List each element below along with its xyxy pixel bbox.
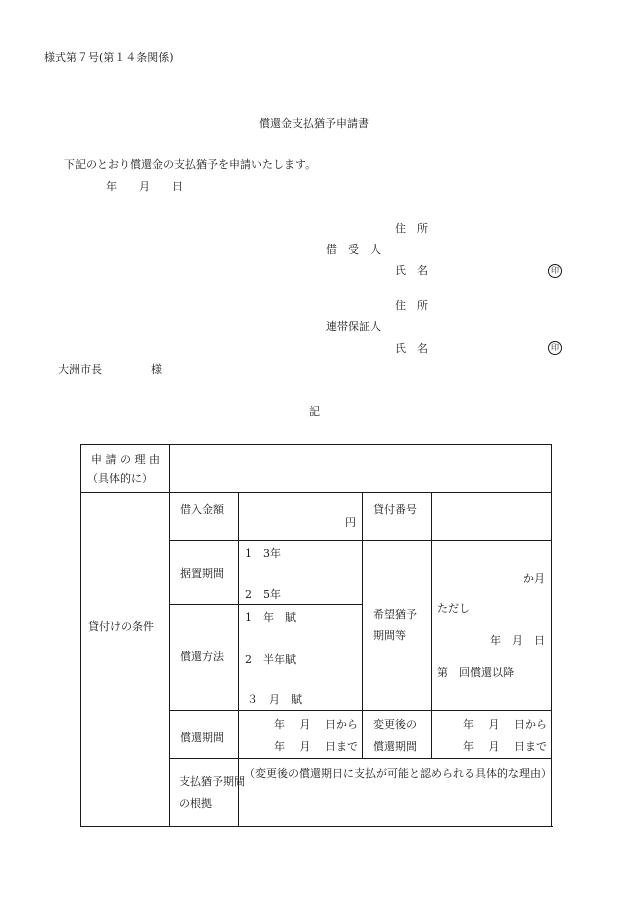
guarantor-seal-icon: 印 xyxy=(548,341,562,355)
loan-number-label-cell xyxy=(363,493,432,541)
reason-label-cell xyxy=(81,445,170,493)
borrower-label: 借 受 人 xyxy=(326,243,381,256)
changed-period-field[interactable] xyxy=(432,711,552,759)
basis-label: 支払猶予期間 xyxy=(179,775,245,788)
reason-label: 申 請 の 理 由 xyxy=(91,453,160,466)
guarantor-address-label: 住 所 xyxy=(395,299,428,312)
repay-period-label-cell xyxy=(170,711,239,759)
deferment-option-1[interactable]: 1 3年 xyxy=(245,547,281,560)
repay-period-field[interactable] xyxy=(239,711,363,759)
basis-label-sub: の根拠 xyxy=(179,797,212,810)
guarantor-label: 連帯保証人 xyxy=(326,320,381,333)
repay-option-3[interactable]: ３ 月 賦 xyxy=(247,693,302,706)
desired-label: 希望猶予 xyxy=(373,608,417,621)
desired-from: 第 回償還以降 xyxy=(437,666,514,679)
repay-option-2[interactable]: 2 半年賦 xyxy=(245,653,296,666)
deferment-option-2[interactable]: 2 5年 xyxy=(245,588,281,601)
guarantor-name-label: 氏 名 xyxy=(395,342,428,355)
reason-label-sub: （具体的に） xyxy=(87,472,153,485)
repay-period-label: 償還期間 xyxy=(180,731,224,744)
basis-note: （変更後の償還期日に支払が可能と認められる具体的な理由） xyxy=(244,767,552,780)
deferment-options[interactable] xyxy=(239,541,363,605)
changed-period-to: 年 月 日まで xyxy=(463,740,547,753)
desired-label-cell xyxy=(363,541,432,711)
desired-months: か月 xyxy=(523,572,545,585)
borrower-name-label: 氏 名 xyxy=(395,264,428,277)
loan-amount-field[interactable] xyxy=(239,493,363,541)
basis-field[interactable] xyxy=(239,759,552,827)
basis-label-cell xyxy=(170,759,245,827)
loan-number-label: 貸付番号 xyxy=(373,503,417,516)
addressee-honorific: 様 xyxy=(151,363,162,376)
conditions-label: 貸付けの条件 xyxy=(88,620,154,633)
repay-method-label-cell xyxy=(170,605,239,711)
deferment-label: 据置期間 xyxy=(180,567,224,580)
form-number: 様式第７号(第１４条関係) xyxy=(44,51,174,64)
application-table xyxy=(80,444,552,827)
changed-period-label-sub: 償還期間 xyxy=(373,740,417,753)
intro-text: 下記のとおり償還金の支払猶予を申請いたします。 xyxy=(64,158,317,171)
repay-period-from: 年 月 日から xyxy=(274,718,358,731)
changed-period-from: 年 月 日から xyxy=(463,718,547,731)
borrower-seal-icon: 印 xyxy=(548,264,562,278)
desired-label-sub: 期間等 xyxy=(373,629,406,642)
loan-amount-unit: 円 xyxy=(345,516,356,529)
changed-period-label-cell xyxy=(363,711,432,759)
repay-method-label: 償還方法 xyxy=(180,650,224,663)
reason-field[interactable] xyxy=(170,445,552,493)
deferment-label-cell xyxy=(170,541,239,605)
repay-method-options[interactable] xyxy=(239,605,363,711)
desired-tadashi: ただし xyxy=(437,602,470,615)
repay-option-1[interactable]: 1 年 賦 xyxy=(245,611,296,624)
loan-number-field[interactable] xyxy=(432,493,552,541)
desired-period-field[interactable] xyxy=(432,541,552,711)
ki-label: 記 xyxy=(309,405,320,418)
addressee-label: 大洲市長 xyxy=(58,363,102,376)
document-title: 償還金支払猶予申請書 xyxy=(259,117,369,130)
borrower-address-label: 住 所 xyxy=(395,222,428,235)
loan-amount-label: 借入金額 xyxy=(180,503,224,516)
date-line: 年 月 日 xyxy=(106,180,183,193)
desired-date: 年 月 日 xyxy=(490,634,545,647)
repay-period-to: 年 月 日まで xyxy=(274,740,358,753)
loan-amount-label-cell xyxy=(170,493,239,541)
conditions-label-cell xyxy=(81,493,170,827)
changed-period-label: 変更後の xyxy=(373,718,417,731)
